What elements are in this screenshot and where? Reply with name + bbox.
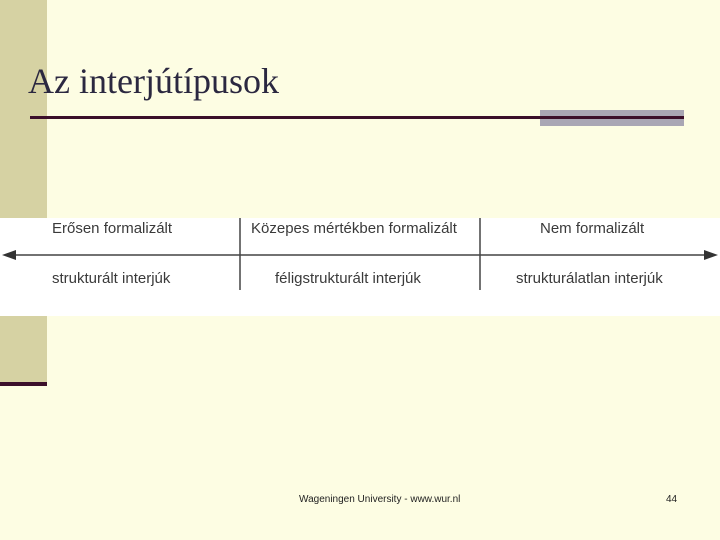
top-label-strong: Erősen formalizált [52, 220, 173, 237]
top-label-none: Nem formalizált [540, 220, 645, 237]
title-divider-accent-line [540, 116, 684, 119]
right-arrowhead [704, 250, 718, 260]
bottom-label-structured: strukturált interjúk [52, 270, 171, 287]
side-decoration-bottom [0, 316, 47, 383]
side-decoration-underline [0, 382, 47, 386]
formalization-diagram [0, 218, 720, 316]
top-label-medium: Közepes mértékben formalizált [251, 220, 457, 237]
side-decoration-top [0, 0, 47, 218]
footer-text: Wageningen University - www.wur.nl [299, 494, 461, 505]
bottom-label-semistructured: féligstrukturált interjúk [275, 270, 421, 287]
title-divider [30, 116, 540, 119]
slide-title: Az interjútípusok [28, 61, 279, 101]
left-arrowhead [2, 250, 16, 260]
page-number: 44 [666, 494, 678, 505]
bottom-label-unstructured: strukturálatlan interjúk [516, 270, 663, 287]
